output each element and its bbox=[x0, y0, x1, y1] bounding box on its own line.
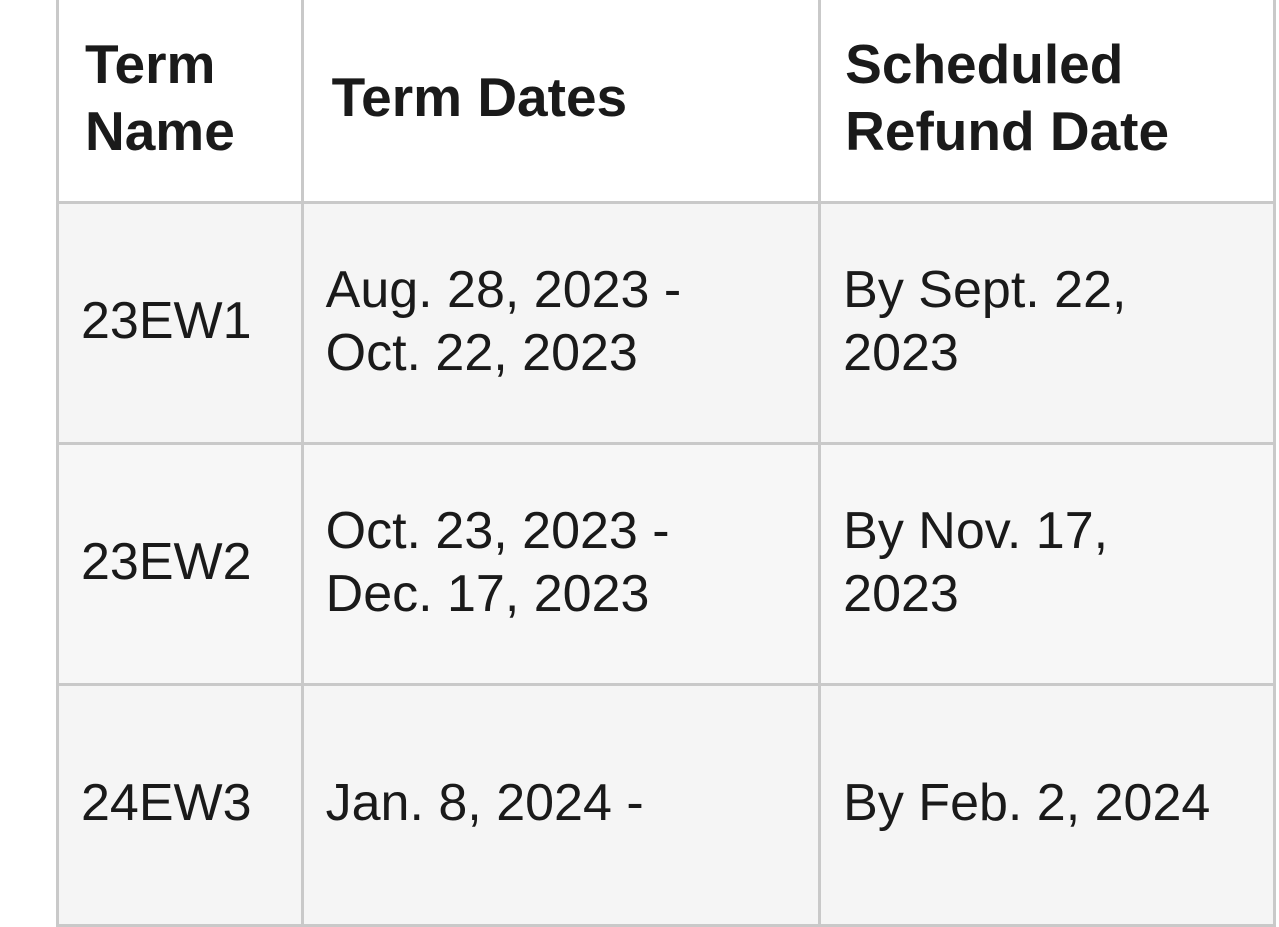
cell-term-dates-line1: Jan. 8, 2024 - bbox=[325, 774, 644, 833]
cell-term-dates bbox=[302, 203, 820, 444]
cell-refund-line1: By Sept. 22, bbox=[843, 260, 1127, 319]
column-header-refund-line1: Scheduled bbox=[845, 32, 1124, 95]
cell-term-dates-line2: Oct. 22, 2023 bbox=[325, 324, 638, 382]
cell-refund-line2: 2023 bbox=[843, 565, 959, 623]
column-header-refund-line2: Refund Date bbox=[845, 100, 1170, 162]
cell-refund-line1: By Feb. 2, 2024 bbox=[843, 774, 1211, 833]
cell-term-dates-line1: Oct. 23, 2023 - bbox=[325, 501, 670, 560]
cell-term-name: 23EW1 bbox=[58, 203, 303, 444]
table-header-row bbox=[58, 0, 1275, 203]
cell-term-name: 23EW2 bbox=[58, 444, 303, 685]
cell-term-dates bbox=[302, 685, 820, 926]
column-header-term-dates bbox=[302, 0, 820, 203]
cell-term-dates-line1: Aug. 28, 2023 - bbox=[325, 260, 682, 319]
column-header-scheduled-refund-date bbox=[820, 0, 1275, 203]
cell-term-name: 24EW3 bbox=[58, 685, 303, 926]
table-header bbox=[58, 0, 1275, 203]
column-header-term-name bbox=[58, 0, 303, 203]
table-row bbox=[58, 203, 1275, 444]
table-body bbox=[58, 203, 1275, 926]
cell-refund-line1: By Nov. 17, bbox=[843, 501, 1109, 560]
column-header-term-name-line2: Name bbox=[85, 100, 235, 162]
cell-refund-line2: 2023 bbox=[843, 324, 959, 382]
column-header-term-dates-line1: Term Dates bbox=[331, 66, 628, 129]
cell-term-dates-line2: Dec. 17, 2023 bbox=[325, 565, 650, 623]
table-row bbox=[58, 685, 1275, 926]
cell-term-dates bbox=[302, 444, 820, 685]
cell-scheduled-refund-date bbox=[820, 203, 1275, 444]
table-row bbox=[58, 444, 1275, 685]
column-header-term-name-line1: Term bbox=[85, 32, 216, 95]
cell-scheduled-refund-date bbox=[820, 444, 1275, 685]
refund-schedule-table bbox=[56, 0, 1276, 927]
cell-scheduled-refund-date bbox=[820, 685, 1275, 926]
